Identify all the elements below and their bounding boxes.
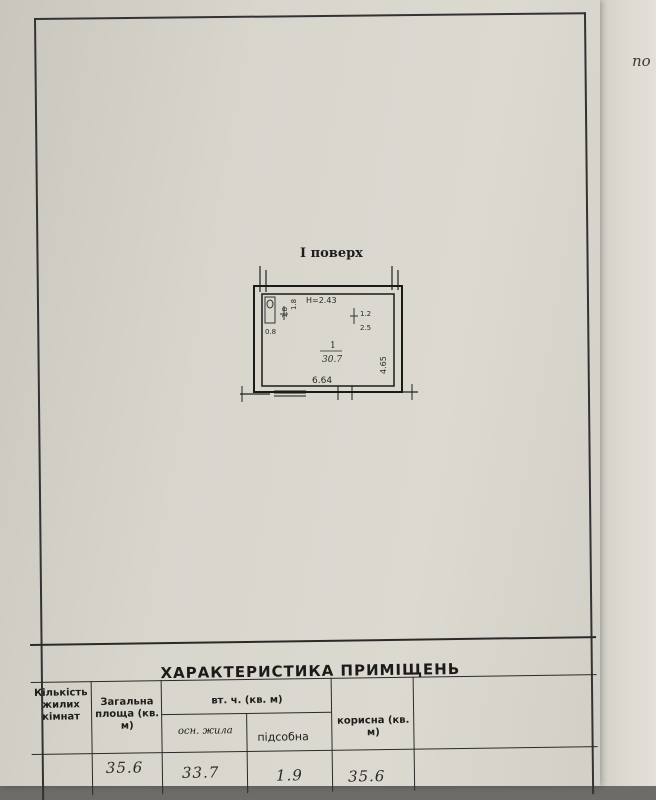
table-title: ХАРАКТЕРИСТИКА ПРИМІЩЕНЬ [160, 659, 461, 683]
header-useful-area: корисна (кв. м) [336, 714, 410, 739]
corner-handwritten-note: по [632, 52, 651, 70]
room-area: 30.7 [322, 355, 343, 365]
side-label-2: 1.8 [281, 306, 289, 318]
header-main-living: осн. жила [177, 725, 233, 737]
room-width: 6.64 [312, 376, 333, 386]
rooms-characteristics-table [30, 628, 598, 796]
header-total-area: Загальна площа (кв. м) [95, 696, 160, 732]
floor-plan [236, 262, 426, 412]
room-height: 4.65 [379, 356, 388, 374]
value-total-area: 35.6 [105, 758, 144, 777]
value-useful-area: 35.6 [347, 767, 386, 786]
ceiling-label: H=2.43 [306, 296, 337, 305]
room-number: 1 [330, 341, 336, 351]
side-label-5: 1.8 [290, 298, 298, 310]
side-label-3: 1.2 [360, 310, 372, 318]
header-including: вт. ч. (кв. м) [211, 694, 283, 707]
side-label-4: 2.5 [360, 324, 372, 332]
header-rooms: Кількість жилих кімнат [33, 687, 88, 723]
floor-title: I поверх [300, 246, 363, 261]
side-label-1: 0.8 [265, 328, 277, 336]
header-auxiliary: підсобна [257, 730, 309, 744]
value-main-living: 33.7 [181, 763, 220, 782]
value-auxiliary: 1.9 [275, 766, 303, 785]
